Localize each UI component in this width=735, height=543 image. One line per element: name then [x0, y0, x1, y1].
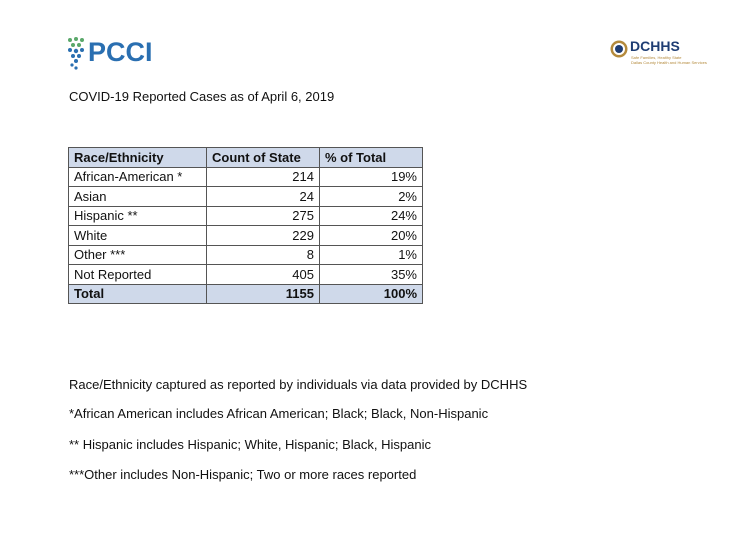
note-hispanic: ** Hispanic includes Hispanic; White, Hispanic; Black, Hispanic [69, 437, 431, 452]
column-header-race: Race/Ethnicity [69, 148, 207, 168]
cell-count: 275 [207, 206, 320, 226]
cell-race: African-American * [69, 167, 207, 187]
cell-race: Other *** [69, 245, 207, 265]
pcci-logo-text: PCCI [88, 37, 153, 67]
cell-count: 214 [207, 167, 320, 187]
table-row [69, 226, 423, 246]
table-header-row [69, 148, 423, 168]
cell-total-label: Total [69, 284, 207, 304]
table-row [69, 187, 423, 207]
cell-count: 8 [207, 245, 320, 265]
dchhs-tagline-line: Safe Families, Healthy State [631, 55, 682, 60]
table-row [69, 167, 423, 187]
column-header-percent: % of Total [320, 148, 423, 168]
dchhs-logo-text: DCHHS [630, 38, 680, 54]
cell-total-count: 1155 [207, 284, 320, 304]
cell-count: 229 [207, 226, 320, 246]
cell-percent: 2% [320, 187, 423, 207]
table-row [69, 265, 423, 285]
cell-percent: 24% [320, 206, 423, 226]
note-source: Race/Ethnicity captured as reported by individuals via data provided by DCHHS [69, 377, 528, 392]
cell-percent: 20% [320, 226, 423, 246]
cell-count: 24 [207, 187, 320, 207]
table-row [69, 245, 423, 265]
cases-table [68, 147, 423, 304]
note-other: ***Other includes Non-Hispanic; Two or more races reported [69, 467, 417, 482]
pcci-logo-mark-icon [66, 37, 88, 71]
dchhs-subline-line: Dallas County Health and Human Services [631, 60, 707, 65]
cell-percent: 35% [320, 265, 423, 285]
cell-total-percent: 100% [320, 284, 423, 304]
cell-race: White [69, 226, 207, 246]
table-row [69, 206, 423, 226]
note-african-american: *African American includes African American; Black; Black, Non-Hispanic [69, 406, 489, 421]
cell-percent: 19% [320, 167, 423, 187]
dchhs-seal-icon [610, 40, 628, 58]
page-title: COVID-19 Reported Cases as of April 6, 2019 [69, 89, 335, 104]
cell-race: Not Reported [69, 265, 207, 285]
column-header-count: Count of State [207, 148, 320, 168]
cell-race: Asian [69, 187, 207, 207]
cell-count: 405 [207, 265, 320, 285]
cell-race: Hispanic ** [69, 206, 207, 226]
dchhs-logo-tagline [631, 55, 707, 65]
cell-percent: 1% [320, 245, 423, 265]
table-total-row [69, 284, 423, 304]
